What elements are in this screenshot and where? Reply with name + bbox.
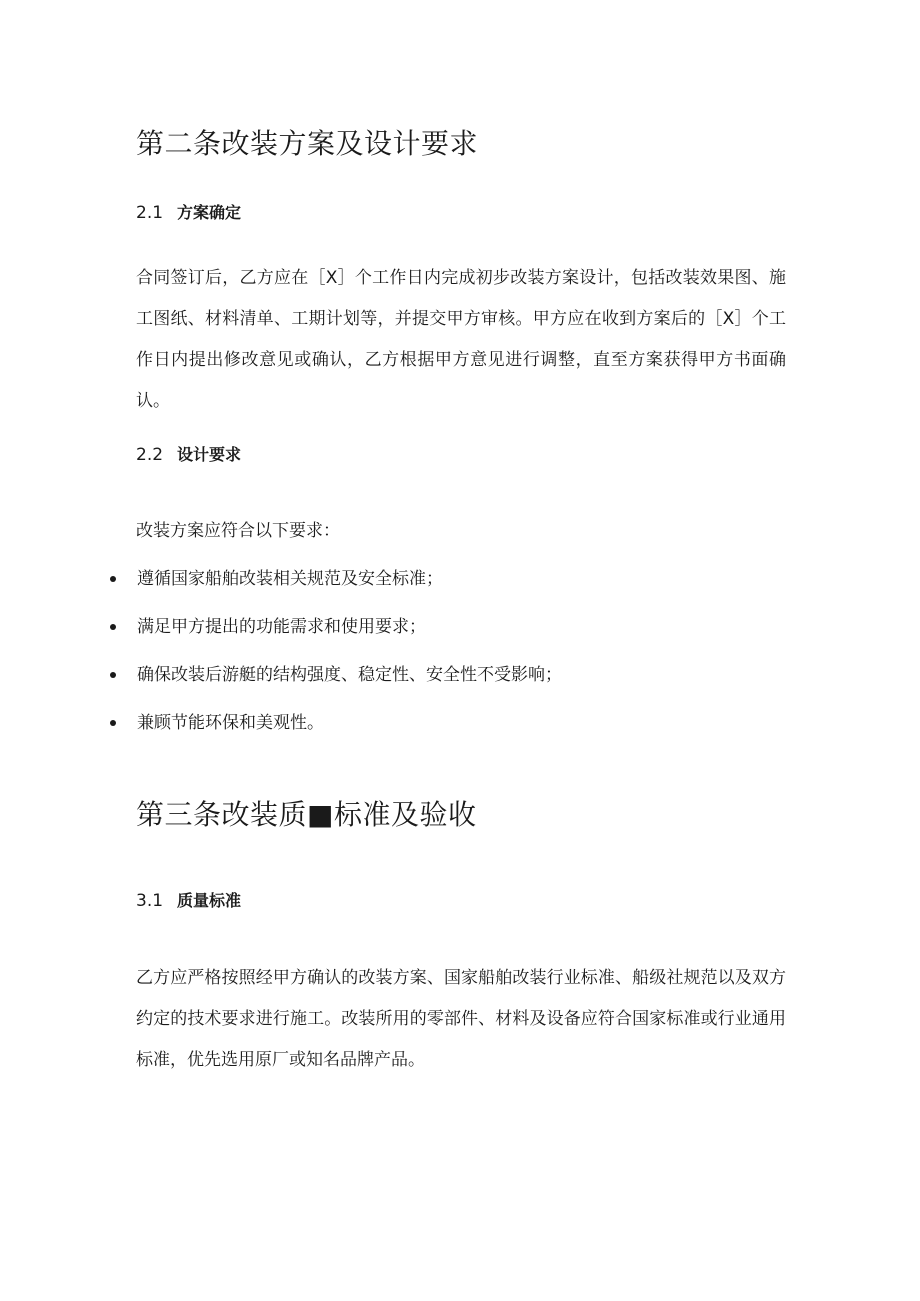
list-item-text: 满足甲方提出的功能需求和使用要求； <box>137 617 426 637</box>
section-3-title: 第三条改装质■标准及验收 <box>136 798 477 831</box>
subsection-3-1-paragraph: 乙方应严格按照经甲方确认的改装方案、国家船舶改装行业标准、船级社规范以及双方约定的技术要求进行施工。改装所用的零部件、材料及设备应符合国家标准或行业通用标准，优先选用原厂或知名品牌产品。 <box>136 968 786 1070</box>
list-item <box>110 615 810 639</box>
list-item-text: 确保改装后游艇的结构强度、稳定性、安全性不受影响； <box>137 665 562 685</box>
list-item <box>110 663 810 687</box>
subsection-3-1-heading <box>136 889 241 913</box>
subsection-2-2-number: 2.2 <box>136 445 164 465</box>
subsection-2-2-heading <box>136 443 241 467</box>
bullet-icon <box>110 720 116 726</box>
list-item-text: 遵循国家船舶改装相关规范及安全标准； <box>137 569 443 589</box>
subsection-3-1-title: 质量标准 <box>177 891 242 910</box>
subsection-2-1-number: 2.1 <box>136 203 164 223</box>
subsection-3-1-number: 3.1 <box>136 891 164 911</box>
subsection-2-1-heading <box>136 201 241 225</box>
bullet-icon <box>110 672 116 678</box>
subsection-2-2-title: 设计要求 <box>177 445 242 464</box>
list-item <box>110 711 810 735</box>
list-item <box>110 567 810 591</box>
bullet-icon <box>110 624 116 630</box>
subsection-2-1-title: 方案确定 <box>177 203 242 222</box>
list-item-text: 兼顾节能环保和美观性。 <box>137 713 324 733</box>
subsection-2-1-paragraph: 合同签订后，乙方应在［X］个工作日内完成初步改装方案设计，包括改装效果图、施工图纸、材料清单、工期计划等，并提交甲方审核。甲方应在收到方案后的［X］个工作日内提出修改意见或确认，乙方根据甲方意见进行调整，直至方案获得甲方书面确认。 <box>136 268 786 411</box>
subsection-2-2-intro: 改装方案应符合以下要求： <box>136 521 340 541</box>
bullet-icon <box>110 576 116 582</box>
section-2-title: 第二条改装方案及设计要求 <box>136 127 479 160</box>
